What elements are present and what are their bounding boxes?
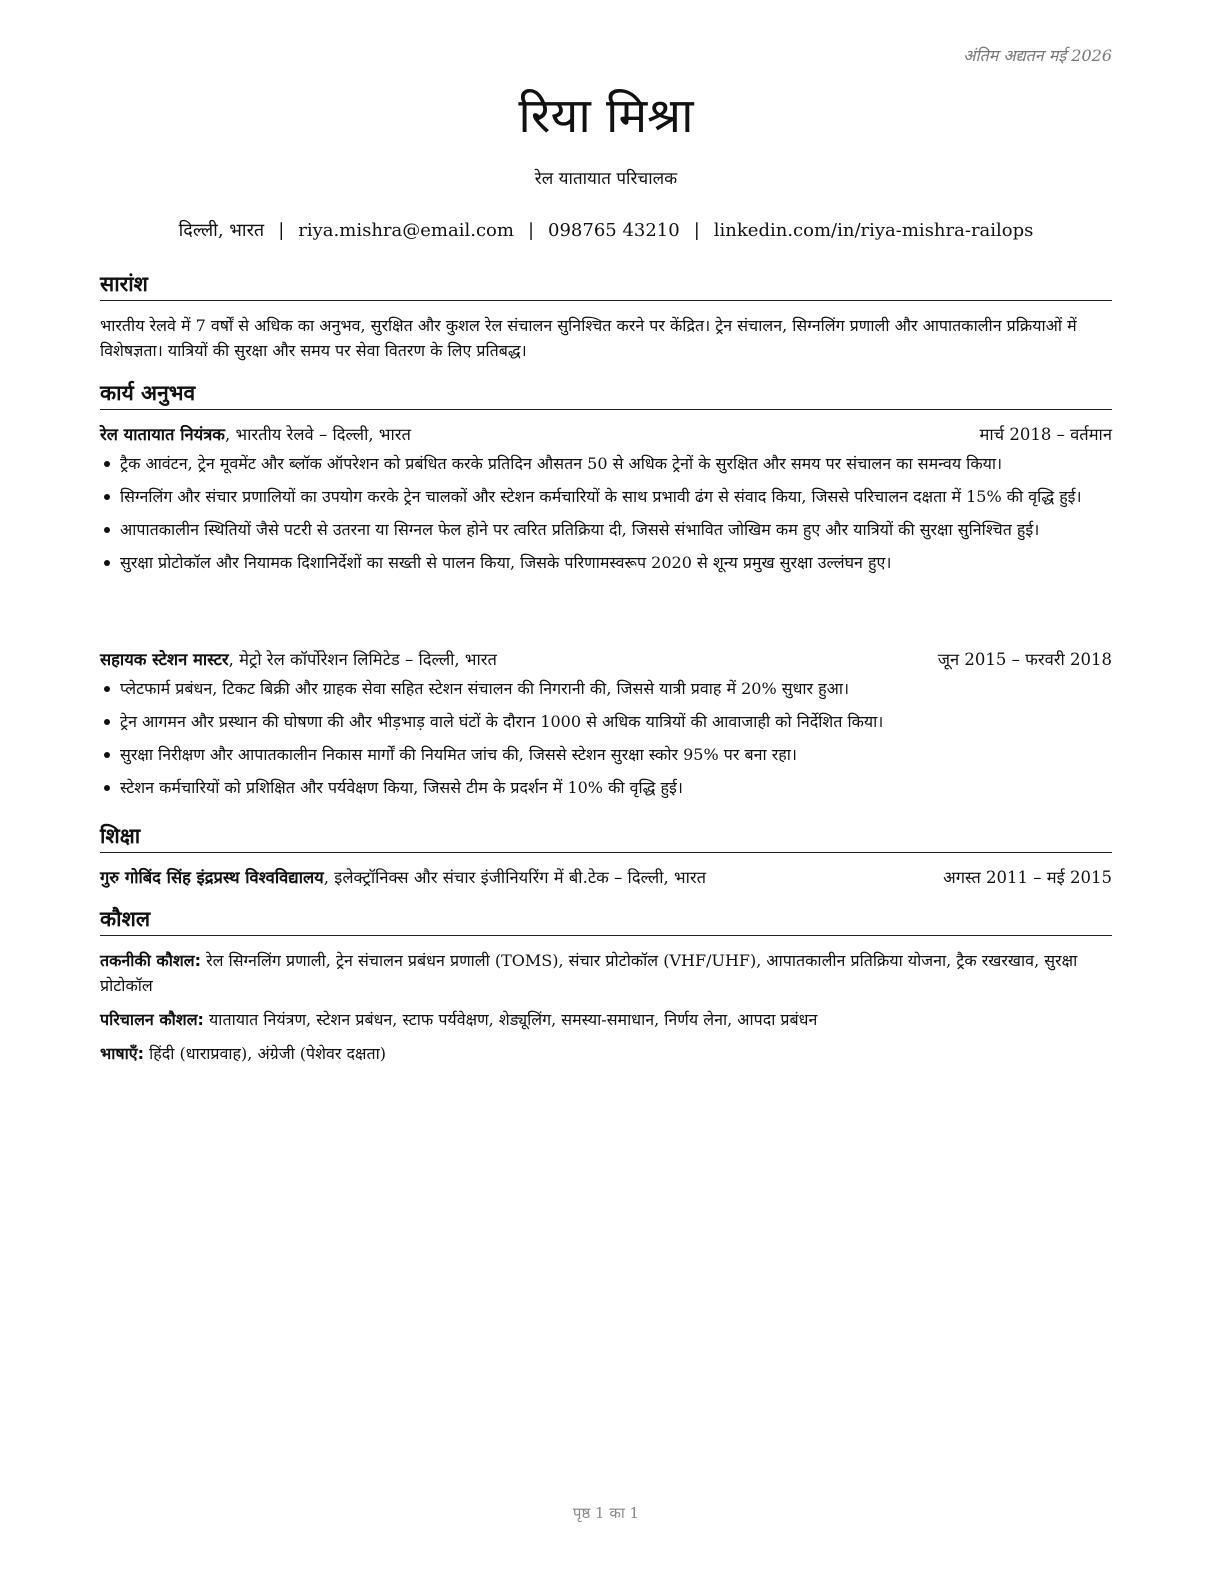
education-header <box>100 865 1112 890</box>
resume-page <box>100 0 1112 1584</box>
section-title-skills: कौशल <box>100 905 1112 936</box>
skills-list <box>100 948 1112 1075</box>
last-updated: अंतिम अद्यतन मई 2026 <box>963 46 1112 65</box>
job-header <box>100 422 1112 447</box>
section-title-summary: सारांश <box>100 270 1112 301</box>
job-org: , भारतीय रेलवे – दिल्ली, भारत <box>224 425 411 444</box>
job-entry <box>100 422 1112 583</box>
contact-email[interactable]: riya.mishra@email.com <box>298 220 514 241</box>
job-title-line <box>100 647 497 672</box>
contact-linkedin[interactable]: linkedin.com/in/riya-mishra-railops <box>713 220 1034 241</box>
contact-separator: | <box>278 220 285 241</box>
list-item: आपातकालीन स्थितियों जैसे पटरी से उतरना या सिग्नल फेल होने पर त्वरित प्रतिक्रिया दी, जिससे संभावित जोखिम कम हुए और यात्रियों की सुरक्षा सुनिश्चित हुई। <box>100 517 1112 542</box>
list-item: ट्रैक आवंटन, ट्रेन मूवमेंट और ब्लॉक ऑपरेशन को प्रबंधित करके प्रतिदिन औसतन 50 से अधिक ट्रेनों के सुरक्षित और समय पर संचालन का समन्वय किया। <box>100 451 1112 476</box>
contact-separator: | <box>693 220 700 241</box>
list-item: ट्रेन आगमन और प्रस्थान की घोषणा की और भीड़भाड़ वाले घंटों के दौरान 1000 से अधिक यात्रियों की आवाजाही को निर्देशित किया। <box>100 709 1112 734</box>
education-entry <box>100 865 1112 890</box>
job-org: , मेट्रो रेल कॉर्पोरेशन लिमिटेड – दिल्ली, भारत <box>228 650 497 669</box>
education-degree: , इलेक्ट्रॉनिक्स और संचार इंजीनियरिंग में बी.टेक – दिल्ली, भारत <box>323 868 706 887</box>
section-title-experience: कार्य अनुभव <box>100 379 1112 410</box>
skill-row <box>100 1007 1112 1032</box>
job-bullets <box>100 451 1112 575</box>
skill-label: परिचालन कौशल: <box>100 1010 204 1029</box>
job-role: सहायक स्टेशन मास्टर <box>100 650 229 669</box>
skill-value: रेल सिग्नलिंग प्रणाली, ट्रेन संचालन प्रबंधन प्रणाली (TOMS), संचार प्रोटोकॉल (VHF/UHF), आपातकालीन प्रतिक्रिया योजना, ट्रैक रखरखाव, सुरक्षा प्रोटोकॉल <box>100 951 1078 995</box>
list-item: सुरक्षा निरीक्षण और आपातकालीन निकास मार्गों की नियमित जांच की, जिससे स्टेशन सुरक्षा स्कोर 95% पर बना रहा। <box>100 742 1112 767</box>
education-dates: अगस्त 2011 – मई 2015 <box>943 868 1112 887</box>
skill-row <box>100 1041 1112 1066</box>
list-item: प्लेटफार्म प्रबंधन, टिकट बिक्री और ग्राहक सेवा सहित स्टेशन संचालन की निगरानी की, जिससे यात्री प्रवाह में 20% सुधार हुआ। <box>100 676 1112 701</box>
contact-phone: 098765 43210 <box>548 220 680 241</box>
job-entry <box>100 647 1112 808</box>
job-dates: मार्च 2018 – वर्तमान <box>979 425 1112 444</box>
skill-label: तकनीकी कौशल: <box>100 951 201 970</box>
job-header <box>100 647 1112 672</box>
skill-label: भाषाएँ: <box>100 1044 145 1063</box>
skill-value: यातायात नियंत्रण, स्टेशन प्रबंधन, स्टाफ पर्यवेक्षण, शेड्यूलिंग, समस्या-समाधान, निर्णय लेना, आपदा प्रबंधन <box>203 1010 818 1029</box>
skill-value: हिंदी (धाराप्रवाह), अंग्रेजी (पेशेवर दक्षता) <box>144 1044 387 1063</box>
list-item: सिग्नलिंग और संचार प्रणालियों का उपयोग करके ट्रेन चालकों और स्टेशन कर्मचारियों के साथ प्रभावी ढंग से संवाद किया, जिससे परिचालन दक्षता में 15% की वृद्धि हुई। <box>100 484 1112 509</box>
job-title-line <box>100 422 411 447</box>
candidate-tagline: रेल यातायात परिचालक <box>534 169 678 189</box>
contact-location: दिल्ली, भारत <box>178 220 265 241</box>
job-dates: जून 2015 – फरवरी 2018 <box>937 650 1112 669</box>
job-role: रेल यातायात नियंत्रक <box>100 425 225 444</box>
summary-text: भारतीय रेलवे में 7 वर्षों से अधिक का अनुभव, सुरक्षित और कुशल रेल संचालन सुनिश्चित करने पर केंद्रित। ट्रेन संचालन, सिग्नलिंग प्रणाली और आपातकालीन प्रक्रियाओं में विशेषज्ञता। यात्रियों की सुरक्षा और समय पर सेवा वितरण के लिए प्रतिबद्ध। <box>100 316 1077 360</box>
education-line <box>100 865 706 890</box>
contact-separator: | <box>527 220 535 241</box>
section-title-education: शिक्षा <box>100 822 1112 853</box>
list-item: स्टेशन कर्मचारियों को प्रशिक्षित और पर्यवेक्षण किया, जिससे टीम के प्रदर्शन में 10% की वृद्धि हुई। <box>100 775 1112 800</box>
page-number: पृष्ठ 1 का 1 <box>572 1504 640 1522</box>
list-item: सुरक्षा प्रोटोकॉल और नियामक दिशानिर्देशों का सख्ती से पालन किया, जिसके परिणामस्वरूप 2020 से शून्य प्रमुख सुरक्षा उल्लंघन हुए। <box>100 550 1112 575</box>
contact-line <box>100 218 1112 242</box>
job-bullets <box>100 676 1112 800</box>
skill-row <box>100 948 1112 998</box>
education-school: गुरु गोबिंद सिंह इंद्रप्रस्थ विश्वविद्यालय <box>100 868 324 887</box>
candidate-name: रिया मिश्रा <box>518 88 694 144</box>
